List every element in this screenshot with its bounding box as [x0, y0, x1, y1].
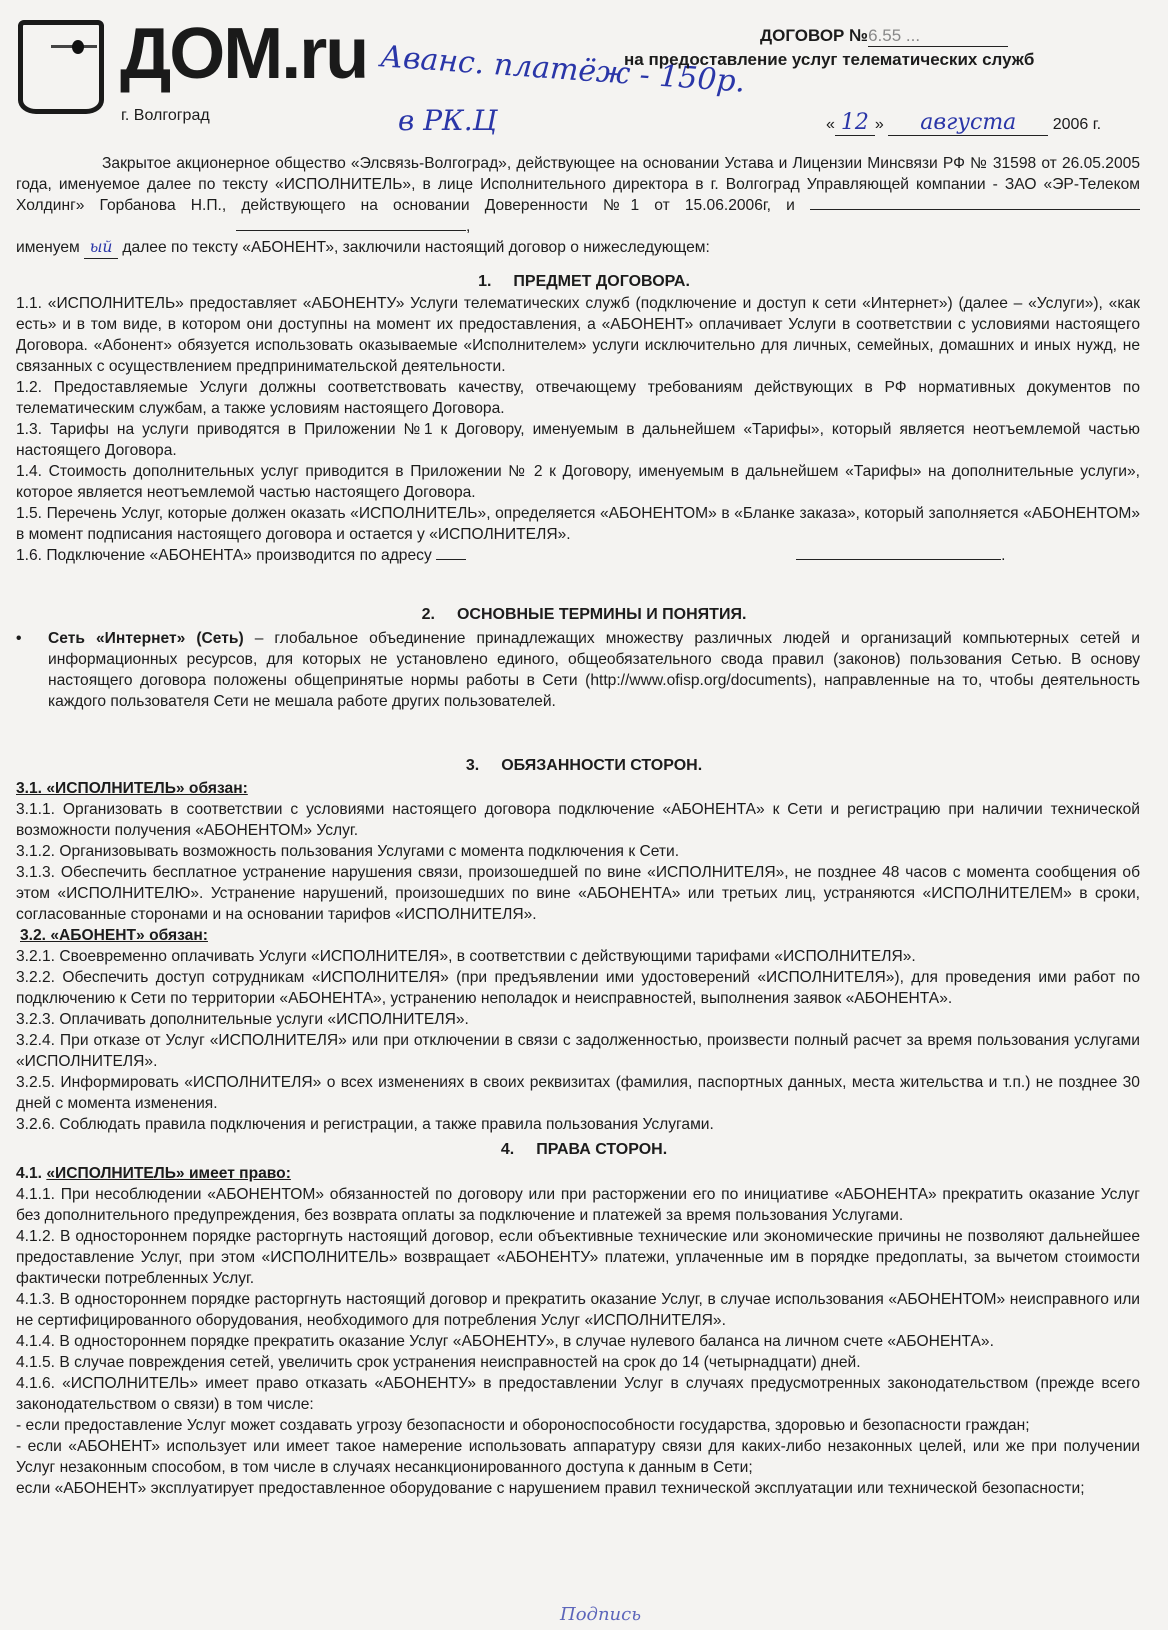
contract-number: 6.55 ...	[868, 26, 1008, 47]
contract-subtitle: на предоставление услуг телематических служб	[624, 50, 1035, 69]
clause-3-2-3: 3.2.3. Оплачивать дополнительные услуги «ИСПОЛНИТЕЛЯ».	[16, 1011, 469, 1028]
clause-1-6-text: 1.6. Подключение «АБОНЕНТА» производится по адресу	[16, 547, 432, 564]
term-internet-definition: – глобальное объединение принадлежащих множеству различных людей и организаций компьютерных сетей и информационных ресурсов, для которых не установлено единого, общеобязательного свода правил (законов) пользования Сетью. В основу настоящего договора положены общепринятые нормы работы в Сети (http://www.ofisp.org/documents), направленные на то, чтобы деятельность каждого пользователя Сети не мешала работе других пользователей.	[48, 630, 1140, 710]
subsection-4-1-title	[16, 1163, 1140, 1184]
signature	[560, 1584, 641, 1630]
intro-text: Закрытое акционерное общество «Элсвязь-Волгоград», действующее на основании Устава и Лицензии Минсвязи РФ № 31598 от 26.05.2005 года, именуемое далее по тексту «ИСПОЛНИТЕЛЬ», в лице Исполнительного директора в г. Волгоград Управляющей компании - ЗАО «ЭР-Телеком Холдинг» Горбанова Н.П., действующего на основании Доверенности №1 от 15.06.2006г, и	[16, 155, 1140, 214]
subsection-4-1-title-text: «ИСПОЛНИТЕЛЬ» имеет право:	[46, 1165, 291, 1182]
subsection-3-1-title: 3.1. «ИСПОЛНИТЕЛЬ» обязан:	[16, 780, 248, 797]
handwritten-note-place: в РК.Ц	[398, 104, 498, 137]
clause-4-1-2: 4.1.2. В одностороннем порядке расторгнуть настоящий договор, если объективные технические или экономические причины не позволяют дальнейшее предоставление Услуг, при этом «ИСПОЛНИТЕЛЬ» возвращает «АБОНЕНТУ» платежи, уплаченные им в порядке предоплаты, за вычетом стоимости фактически потребленных Услуг.	[16, 1228, 1140, 1287]
date-day: 12	[835, 110, 875, 136]
section-1-number: 1.	[478, 273, 492, 290]
clause-4-1-6-item-2: - если «АБОНЕНТ» использует или имеет такое намерение использовать аппаратуру связи для каких-либо незаконных целей, или же при получении Услуг незаконным способом, в том числе в случаях несанкционированного доступа к данным в Сети;	[16, 1438, 1140, 1476]
term-internet: Сеть «Интернет» (Сеть)	[48, 630, 244, 647]
section-2-title-text: ОСНОВНЫЕ ТЕРМИНЫ И ПОНЯТИЯ.	[456, 606, 747, 623]
intro-text-2a: именуем	[16, 239, 80, 256]
date-year: 2006 г.	[1052, 116, 1102, 133]
section-2-body	[16, 628, 1140, 712]
subscriber-name-line	[810, 195, 1140, 210]
clause-3-1-3: 3.1.3. Обеспечить бесплатное устранение нарушения связи, произошедшей по вине «ИСПОЛНИТЕЛЯ», не позднее 48 часов с момента сообщения об этом «ИСПОЛНИТЕЛЮ». Устранение нарушений, произошедших по вине «АБОНЕНТА» или третьих лиц, устраняются «ИСПОЛНИТЕЛЕМ» в сроки, согласованные сторонами и на основании тарифов «ИСПОЛНИТЕЛЯ».	[16, 864, 1140, 923]
bullet-icon: •	[16, 630, 22, 647]
section-3-title-text: ОБЯЗАННОСТИ СТОРОН.	[501, 757, 703, 774]
clause-1-1: 1.1. «ИСПОЛНИТЕЛЬ» предоставляет «АБОНЕНТУ» Услуги телематических служб (подключение и доступ к сети «Интернет») (далее – «Услуги»), «как есть» и в том виде, в котором они доступны на момент их предоставления, а «АБОНЕНТ» оплачивает Услуги в соответствии с условиями настоящего Договора. «Абонент» обязуется использовать оказываемые «Исполнителем» услуги исключительно для личных, семейных, домашних и иных нужд, не связанных с осуществлением предпринимательской деятельности.	[16, 295, 1140, 375]
date-month: августа	[888, 110, 1048, 136]
intro-paragraph: Закрытое акционерное общество «Элсвязь-Волгоград», действующее на основании Устава и Лицензии Минсвязи РФ № 31598 от 26.05.2005 года, именуемое далее по тексту «ИСПОЛНИТЕЛЬ», в лице Исполнительного директора в г. Волгоград Управляющей компании - ЗАО «ЭР-Телеком Холдинг» Горбанова Н.П., действующего на основании Доверенности №1 от 15.06.2006г, и , именуем ый далее по тексту «АБОНЕНТ», заключили настоящий договор о нижеследующем:	[16, 153, 1140, 259]
section-3-body	[16, 778, 1140, 1135]
clause-4-1-6: 4.1.6. «ИСПОЛНИТЕЛЬ» имеет право отказать «АБОНЕНТУ» в предоставлении Услуг в случаях предусмотренных законодательством (прежде всего законодательством о связи) в том числе:	[16, 1375, 1140, 1413]
section-1-title-text: ПРЕДМЕТ ДОГОВОРА.	[513, 273, 690, 290]
clause-4-1-4: 4.1.4. В одностороннем порядке прекратить оказание Услуг «АБОНЕНТУ», в случае нулевого баланса на личном счете «АБОНЕНТА».	[16, 1333, 994, 1350]
section-4-number: 4.	[500, 1141, 515, 1158]
clause-1-5: 1.5. Перечень Услуг, которые должен оказать «ИСПОЛНИТЕЛЬ», определяется «АБОНЕНТОМ» в «Бланке заказа», который заполняется «АБОНЕНТОМ» в момент подписания настоящего договора и остается у «ИСПОЛНИТЕЛЯ».	[16, 505, 1140, 543]
clause-1-4: 1.4. Стоимость дополнительных услуг приводится в Приложении № 2 к Договору, именуемым в дальнейшем «Тарифы» на дополнительные услуги», которое является неотъемлемой частью настоящего Договора.	[16, 463, 1140, 501]
address-line	[436, 545, 466, 560]
intro-handwritten-suffix: ый	[84, 237, 118, 259]
clause-1-6: 1.6. Подключение «АБОНЕНТА» производится по адресу .	[16, 547, 1006, 564]
clause-4-1-3: 4.1.3. В одностороннем порядке расторгнуть настоящий договор и прекратить оказание Услуг, в случае использования «АБОНЕНТОМ» неисправного или не сертифицированного оборудования, необходимого для потребления Услуг «ИСПОЛНИТЕЛЯ».	[16, 1291, 1140, 1329]
section-2-title	[0, 606, 1168, 624]
clause-1-3: 1.3. Тарифы на услуги приводятся в Приложении №1 к Договору, именуемым в дальнейшем «Тарифы», который является неотъемлемой частью настоящего Договора.	[16, 421, 1140, 459]
clause-3-2-5: 3.2.5. Информировать «ИСПОЛНИТЕЛЯ» о всех изменениях в своих реквизитах (фамилия, паспортных данных, места жительства и т.п.) не позднее 30 дней с момента изменения.	[16, 1074, 1140, 1112]
clause-3-1-2: 3.1.2. Организовывать возможность пользования Услугами с момента подключения к Сети.	[16, 843, 680, 860]
section-3-title	[0, 757, 1168, 775]
signature-text: Подпись	[560, 1604, 642, 1625]
section-1-title	[0, 273, 1168, 291]
clause-4-1-6-item-3: если «АБОНЕНТ» эксплуатирует предоставленное оборудование с нарушением правил технической эксплуатации или технической безопасности;	[16, 1480, 1085, 1497]
clause-3-2-2: 3.2.2. Обеспечить доступ сотрудникам «ИСПОЛНИТЕЛЯ» (при предъявлении ими удостоверений «ИСПОЛНИТЕЛЯ»), для проведения ими работ по подключению к Сети по территории «АБОНЕНТА», устранению неполадок и неисправностей, выполнения заявок «АБОНЕНТА».	[16, 969, 1140, 1007]
address-line-2	[796, 545, 1001, 560]
intro-text-2b: далее по тексту «АБОНЕНТ», заключили настоящий договор о нижеследующем:	[122, 239, 710, 256]
city: г. Волгоград	[121, 107, 210, 124]
contract-title-label: ДОГОВОР №	[760, 26, 869, 45]
clause-3-2-4: 3.2.4. При отказе от Услуг «ИСПОЛНИТЕЛЯ» или при отключении в связи с задолженностью, произвести полный расчет за время пользования услугами «ИСПОЛНИТЕЛЯ».	[16, 1032, 1140, 1070]
section-3-number: 3.	[465, 757, 480, 774]
section-4-title	[0, 1141, 1168, 1159]
subsection-3-2-title: 3.2. «АБОНЕНТ» обязан:	[20, 927, 208, 944]
contract-date	[826, 110, 1101, 136]
definition-internet	[16, 628, 1140, 712]
section-4-title-text: ПРАВА СТОРОН.	[536, 1141, 668, 1158]
dom-ru-logo-icon	[18, 20, 104, 114]
handwritten-note-payment: Аванс. платёж - 150р.	[379, 39, 747, 100]
clause-4-1-5: 4.1.5. В случае повреждения сетей, увеличить срок устранения неисправностей на срок до 14 (четырнадцати) дней.	[16, 1354, 861, 1371]
clause-1-2: 1.2. Предоставляемые Услуги должны соответствовать качеству, отвечающему требованиям действующих в РФ нормативных документов по телематическим службам, а также условиям настоящего Договора.	[16, 379, 1140, 417]
subsection-4-1-number: 4.1.	[16, 1165, 43, 1182]
section-4-body	[16, 1163, 1140, 1499]
clause-3-2-1: 3.2.1. Своевременно оплачивать Услуги «ИСПОЛНИТЕЛЯ», в соответствии с действующими тарифами «ИСПОЛНИТЕЛЯ».	[16, 948, 916, 965]
contract-title	[760, 26, 1008, 47]
clause-3-1-1: 3.1.1. Организовать в соответствии с условиями настоящего договора подключение «АБОНЕНТА» к Сети и регистрацию при наличии технической возможности получения «АБОНЕНТОМ» Услуг.	[16, 801, 1140, 839]
subscriber-name-line-2	[236, 216, 466, 231]
clause-3-2-6: 3.2.6. Соблюдать правила подключения и регистрации, а также правила пользования Услугами.	[16, 1116, 714, 1133]
logo-text: ДОМ.ru	[120, 14, 368, 94]
date-quote-close: »	[874, 116, 884, 133]
clause-4-1-6-item-1: - если предоставление Услуг может создавать угрозу безопасности и обороноспособности государства, здоровью и безопасности граждан;	[16, 1417, 1030, 1434]
clause-4-1-1: 4.1.1. При несоблюдении «АБОНЕНТОМ» обязанностей по договору или при расторжении его по инициативе «АБОНЕНТА» прекратить оказание Услуг без дополнительного предупреждения, без возврата оплаты за подключение и платежей за время пользования Услугами.	[16, 1186, 1140, 1224]
section-1-body	[16, 293, 1140, 566]
date-quote-open: «	[826, 116, 835, 133]
section-2-number: 2.	[421, 606, 435, 623]
